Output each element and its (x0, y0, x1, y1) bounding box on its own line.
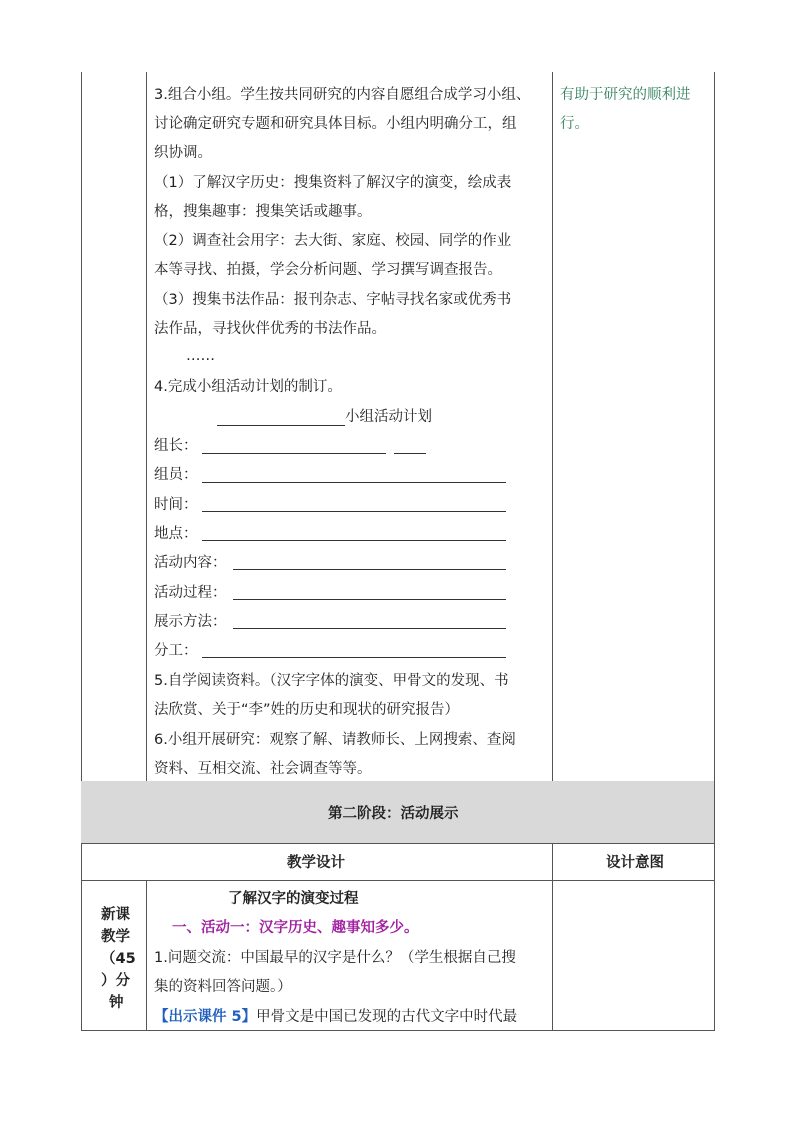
sub2-line2: 本等寻找、拍摄，学会分析问题、学习撰写调查报告。 (154, 262, 502, 278)
sub1-line1: （1）了解汉字历史：搜集资料了解汉字的演变，绘成表 (154, 175, 512, 191)
form-leader-blank (202, 453, 386, 454)
table-divider-label-lower (146, 880, 147, 1031)
ellipsis: …… (186, 348, 215, 364)
form-display-label: 展示方法： (154, 614, 227, 630)
item6-line1: 6.小组开展研究：观察了解、请教师长、上网搜索、查阅 (154, 732, 516, 748)
question1-line1: 1.问题交流：中国最早的汉字是什么？（学生根据自己搜 (154, 950, 516, 966)
table-divider-label (146, 72, 147, 781)
form-members-label: 组员： (154, 467, 198, 483)
form-leader-label: 组长： (154, 438, 198, 454)
form-place-blank (202, 540, 506, 541)
form-members-blank (202, 482, 506, 483)
form-process-label: 活动过程： (154, 585, 227, 601)
left-label-line4: ）分 (101, 973, 130, 989)
intent-line1: 有助于研究的顺利进 (560, 87, 691, 103)
form-division-label: 分工： (154, 643, 198, 659)
topic-title: 了解汉字的演变过程 (228, 891, 359, 907)
item5-line1: 5.自学阅读资料。（汉字字体的演变、甲骨文的发现、书 (154, 673, 509, 689)
form-division-blank (202, 657, 506, 658)
form-display-blank (233, 628, 506, 629)
form-time-blank (202, 511, 506, 512)
form-content-label: 活动内容： (154, 555, 227, 571)
left-label-line3: （45 (101, 951, 136, 967)
form-leader-blank-2 (394, 453, 426, 454)
activity1-title: 一、活动一：汉字历史、趣事知多少。 (172, 920, 419, 936)
stage-banner-title: 第二阶段：活动展示 (328, 806, 459, 822)
sub2-line1: （2）调查社会用字：去大街、家庭、校园、同学的作业 (154, 233, 512, 249)
left-label-line1: 新课 (101, 907, 130, 923)
table-row-line (81, 880, 715, 881)
table-border-right (714, 72, 715, 1031)
form-time-label: 时间： (154, 497, 198, 513)
item4: 4.完成小组活动计划的制订。 (154, 379, 342, 395)
header-design-intent: 设计意图 (606, 855, 664, 871)
item3-line3: 织协调。 (154, 145, 212, 161)
sub3-line1: （3）搜集书法作品：报刊杂志、字帖寻找名家或优秀书 (154, 292, 512, 308)
header-teaching-design: 教学设计 (287, 855, 345, 871)
table-divider-intent (552, 72, 553, 781)
item3-line1: 3.组合小组。学生按共同研究的内容自愿组合成学习小组、 (154, 87, 531, 103)
item5-line2: 法欣赏、关于“李”姓的历史和现状的研究报告） (154, 702, 460, 718)
plan-title-blank (217, 425, 345, 426)
form-content-blank (233, 569, 506, 570)
left-label-line5: 钟 (109, 995, 124, 1011)
courseware-tag: 【出示课件 5】 (154, 1009, 257, 1025)
sub3-line2: 法作品，寻找伙伴优秀的书法作品。 (154, 321, 386, 337)
table-divider-intent-lower (552, 843, 553, 1031)
table-row-line (81, 1030, 715, 1031)
left-label-line2: 教学 (101, 929, 130, 945)
courseware-text: 甲骨文是中国已发现的古代文字中时代最 (256, 1009, 518, 1025)
courseware-line (154, 1008, 517, 1026)
form-place-label: 地点： (154, 526, 198, 542)
table-border-left (81, 72, 82, 1031)
sub1-line2: 格，搜集趣事：搜集笑话或趣事。 (154, 204, 372, 220)
item6-line2: 资料、互相交流、社会调查等等。 (154, 761, 372, 777)
plan-title: 小组活动计划 (345, 409, 432, 425)
form-process-blank (233, 599, 506, 600)
question1-line2: 集的资料回答问题。） (154, 979, 292, 995)
item3-line2: 讨论确定研究专题和研究具体目标。小组内明确分工，组 (154, 116, 517, 132)
intent-line2: 行。 (560, 116, 589, 132)
table-row-line (81, 843, 715, 844)
